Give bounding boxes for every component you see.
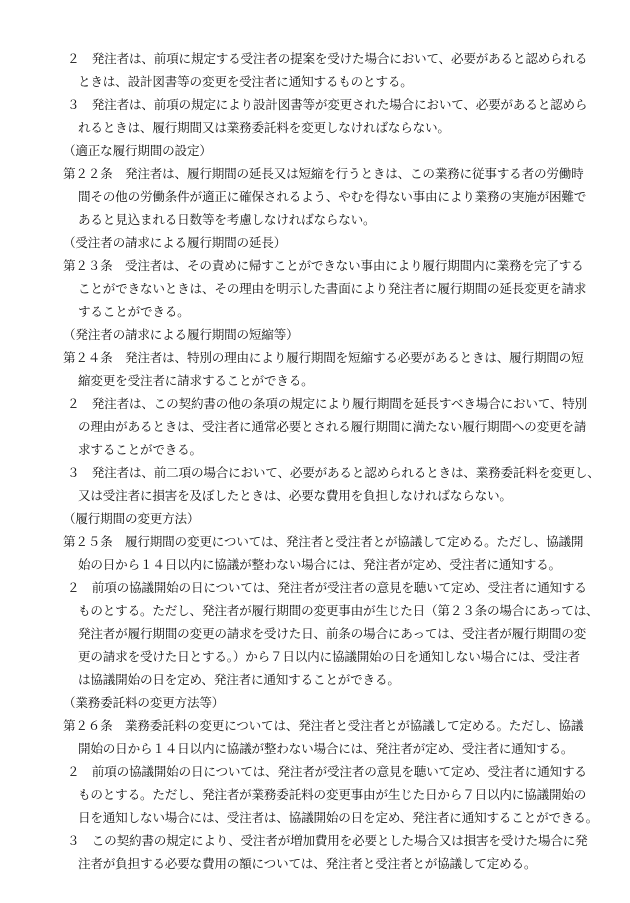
text-line: ３ この契約書の規定により、受注者が増加費用を必要とした場合又は損害を受けた場合に発 xyxy=(67,833,588,848)
text-line: 注者が負担する必要な費用の額については、発注者と受注者とが協議して定める。 xyxy=(78,856,537,871)
text-line: 第２５条 履行期間の変更については、発注者と受注者とが協議して定める。ただし、協議開 xyxy=(63,534,584,549)
text-line: ものとする。ただし、発注者が業務委託料の変更事由が生じた日から７日以内に協議開始の xyxy=(78,787,587,802)
text-line: 第２４条 発注者は、特別の理由により履行期間を短縮する必要があるときは、履行期間の短 xyxy=(63,350,584,365)
section-heading: （業務委託料の変更方法等） xyxy=(63,695,225,710)
text-line: ３ 発注者は、前二項の場合において、必要があると認められるときは、業務委託料を変更し、 xyxy=(67,465,600,480)
text-line: ときは、設計図書等の変更を受注者に通知するものとする。 xyxy=(78,74,413,89)
text-line: 縮変更を受注者に請求することができる。 xyxy=(78,373,314,388)
text-line: ２ 前項の協議開始の日については、発注者が受注者の意見を聴いて定め、受注者に通知する xyxy=(67,764,587,779)
text-line: 更の請求を受けた日とする。）から７日以内に協議開始の日を通知しない場合には、受注者 xyxy=(78,649,580,664)
text-line: することができる。 xyxy=(78,304,190,319)
text-line: ２ 発注者は、前項に規定する受注者の提案を受けた場合において、必要があると認められる xyxy=(67,51,588,66)
text-line: れるときは、履行期間又は業務委託料を変更しなければならない。 xyxy=(78,120,450,135)
text-line: あると見込まれる日数等を考慮しなければならない。 xyxy=(78,212,376,227)
text-line: ものとする。ただし、発注者が履行期間の変更事由が生じた日（第２３条の場合にあっては、 xyxy=(78,603,599,618)
text-line: 発注者が履行期間の変更の請求を受けた日、前条の場合にあっては、受注者が履行期間の変 xyxy=(78,626,587,641)
section-heading: （履行期間の変更方法） xyxy=(63,511,200,526)
text-line: 又は受注者に損害を及ぼしたときは、必要な費用を負担しなければならない。 xyxy=(78,488,512,503)
text-line: ことができないときは、その理由を明示した書面により発注者に履行期間の延長変更を請求 xyxy=(78,281,587,296)
section-heading: （適正な履行期間の設定） xyxy=(63,143,212,158)
section-heading: （受注者の請求による履行期間の延長） xyxy=(63,235,287,250)
text-line: ３ 発注者は、前項の規定により設計図書等が変更された場合において、必要があると認めら xyxy=(67,97,588,112)
text-line: 日を通知しない場合には、受注者は、協議開始の日を定め、発注者に通知することができる。 xyxy=(78,810,599,825)
text-line: 第２６条 業務委託料の変更については、発注者と受注者とが協議して定める。ただし、協議 xyxy=(63,718,584,733)
text-line: の理由があるときは、受注者に通常必要とされる履行期間に満たない履行期間への変更を請 xyxy=(78,419,587,434)
text-line: 求することができる。 xyxy=(78,442,202,457)
text-line: 第２３条 受注者は、その責めに帰すことができない事由により履行期間内に業務を完了する xyxy=(63,258,584,273)
text-line: は協議開始の日を定め、発注者に通知することができる。 xyxy=(78,672,400,687)
text-line: 開始の日から１４日以内に協議が整わない場合には、発注者が定め、受注者に通知する。 xyxy=(78,741,574,756)
text-line: 始の日から１４日以内に協議が整わない場合には、発注者が定め、受注者に通知する。 xyxy=(78,557,561,572)
text-line: 間その他の労働条件が適正に確保されるよう、やむを得ない事由により業務の実施が困難で xyxy=(78,189,587,204)
text-line: ２ 前項の協議開始の日については、発注者が受注者の意見を聴いて定め、受注者に通知する xyxy=(67,580,587,595)
text-line: ２ 発注者は、この契約書の他の条項の規定により履行期間を延長すべき場合において、特別 xyxy=(67,396,588,411)
section-heading: （発注者の請求による履行期間の短縮等） xyxy=(63,327,299,342)
text-line: 第２２条 発注者は、履行期間の延長又は短縮を行うときは、この業務に従事する者の労働時 xyxy=(63,166,584,181)
